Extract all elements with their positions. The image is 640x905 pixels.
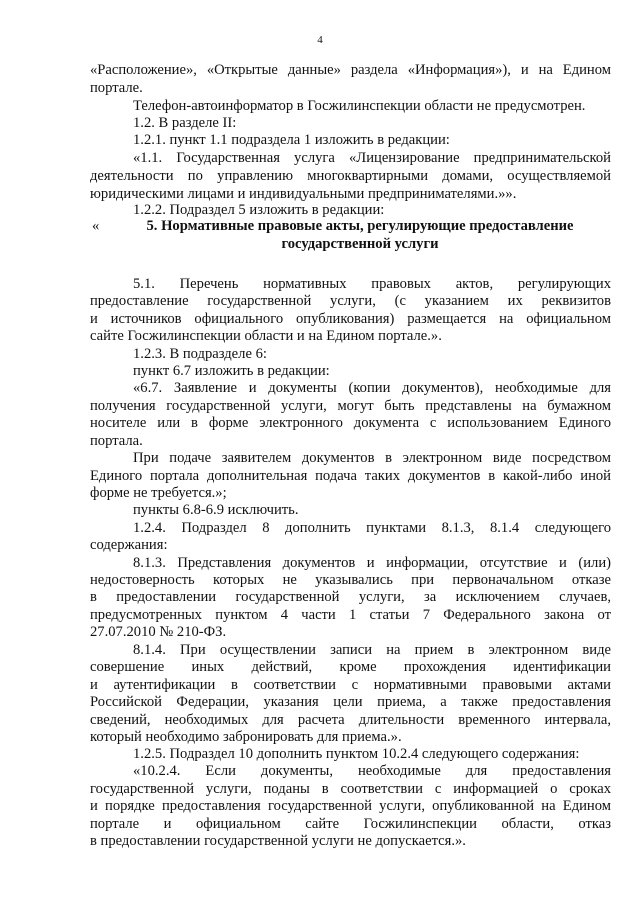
text-line: 8.1.3. Представления документов и информации, отсутствие и (или)	[133, 555, 611, 571]
section-heading: государственной услуги	[281, 236, 439, 252]
text-line: 1.2.1. пункт 1.1 подраздела 1 изложить в редакции:	[133, 132, 450, 148]
text-line: пункт 6.7 изложить в редакции:	[133, 363, 330, 379]
text-line: получения государственной услуги, могут быть представлены на бумажном	[90, 398, 611, 414]
text-line: сайте Госжилинспекции области и на Едином портале.».	[90, 328, 442, 344]
text-line: 1.2. В разделе II:	[133, 115, 237, 131]
text-line: и источников официального опубликования) размещается на официальном	[90, 311, 611, 327]
text-line: 5.1. Перечень нормативных правовых актов, регулирующих	[133, 276, 611, 292]
text-line: «Расположение», «Открытые данные» раздела «Информация»), и на Едином	[90, 62, 611, 78]
text-line: который необходимо забронировать для приема.».	[90, 729, 402, 745]
text-line: юридическими лицами и индивидуальными предпринимателями.»».	[90, 186, 517, 202]
text-line: недостоверность которых не указывались при первоначальном отказе	[90, 572, 611, 588]
text-line: «1.1. Государственная услуга «Лицензирование предпринимательской	[133, 150, 611, 166]
text-line: 1.2.3. В подразделе 6:	[133, 346, 267, 362]
text-line: деятельности по управлению многоквартирными домами, осуществляемой	[90, 168, 611, 184]
text-line: портала.	[90, 433, 143, 449]
text-line: Телефон-автоинформатор в Госжилинспекции области не предусмотрен.	[133, 98, 586, 114]
text-line: в предоставлении государственной услуги, за исключением случаев,	[90, 589, 611, 605]
text-line: 1.2.2. Подраздел 5 изложить в редакции:	[133, 202, 385, 218]
text-line: 27.07.2010 № 210-ФЗ.	[90, 624, 227, 640]
text-line: 8.1.4. При осуществлении записи на прием в электронном виде	[133, 642, 611, 658]
opening-quote: «	[92, 218, 100, 234]
text-line: При подаче заявителем документов в электронном виде посредством	[133, 450, 611, 466]
text-line: пункты 6.8-6.9 исключить.	[133, 502, 299, 518]
text-line: сведений, необходимых для расчета длительности временного интервала,	[90, 712, 611, 728]
text-line: портале.	[90, 80, 143, 96]
text-line: 1.2.4. Подраздел 8 дополнить пунктами 8.1.3, 8.1.4 следующего	[133, 520, 611, 536]
text-line: предоставление государственной услуги, (с указанием их реквизитов	[90, 293, 611, 309]
text-line: Российской Федерации, указания цели приема, а также предоставления	[90, 694, 611, 710]
text-line: государственной услуги, поданы в соответствии с информацией о сроках	[90, 781, 611, 797]
text-line: 1.2.5. Подраздел 10 дополнить пунктом 10.2.4 следующего содержания:	[133, 746, 580, 762]
text-line: предусмотренных пунктом 4 части 1 статьи 7 Федерального закона от	[90, 607, 611, 623]
text-line: носителе или в форме электронного документа с использованием Единого	[90, 415, 611, 431]
text-line: портале и официальном сайте Госжилинспекции области, отказ	[90, 816, 611, 832]
text-line: «6.7. Заявление и документы (копии документов), необходимые для	[133, 380, 611, 396]
section-heading: 5. Нормативные правовые акты, регулирующие предоставление	[146, 218, 574, 234]
text-line: и аутентификации в соответствии с нормативными правовыми актами	[90, 677, 611, 693]
page-number: 4	[317, 34, 323, 46]
text-line: форме не требуется.»;	[90, 485, 227, 501]
text-line: и порядке предоставления государственной услуги, опубликованной на Едином	[90, 798, 611, 814]
text-line: Единого портала дополнительная подача таких документов в какой-либо иной	[90, 468, 611, 484]
text-line: в предоставлении государственной услуги не допускается.».	[90, 833, 466, 849]
text-line: «10.2.4. Если документы, необходимые для предоставления	[133, 763, 611, 779]
text-line: содержания:	[90, 537, 168, 553]
text-line: совершение иных действий, кроме прохождения идентификации	[90, 659, 611, 675]
